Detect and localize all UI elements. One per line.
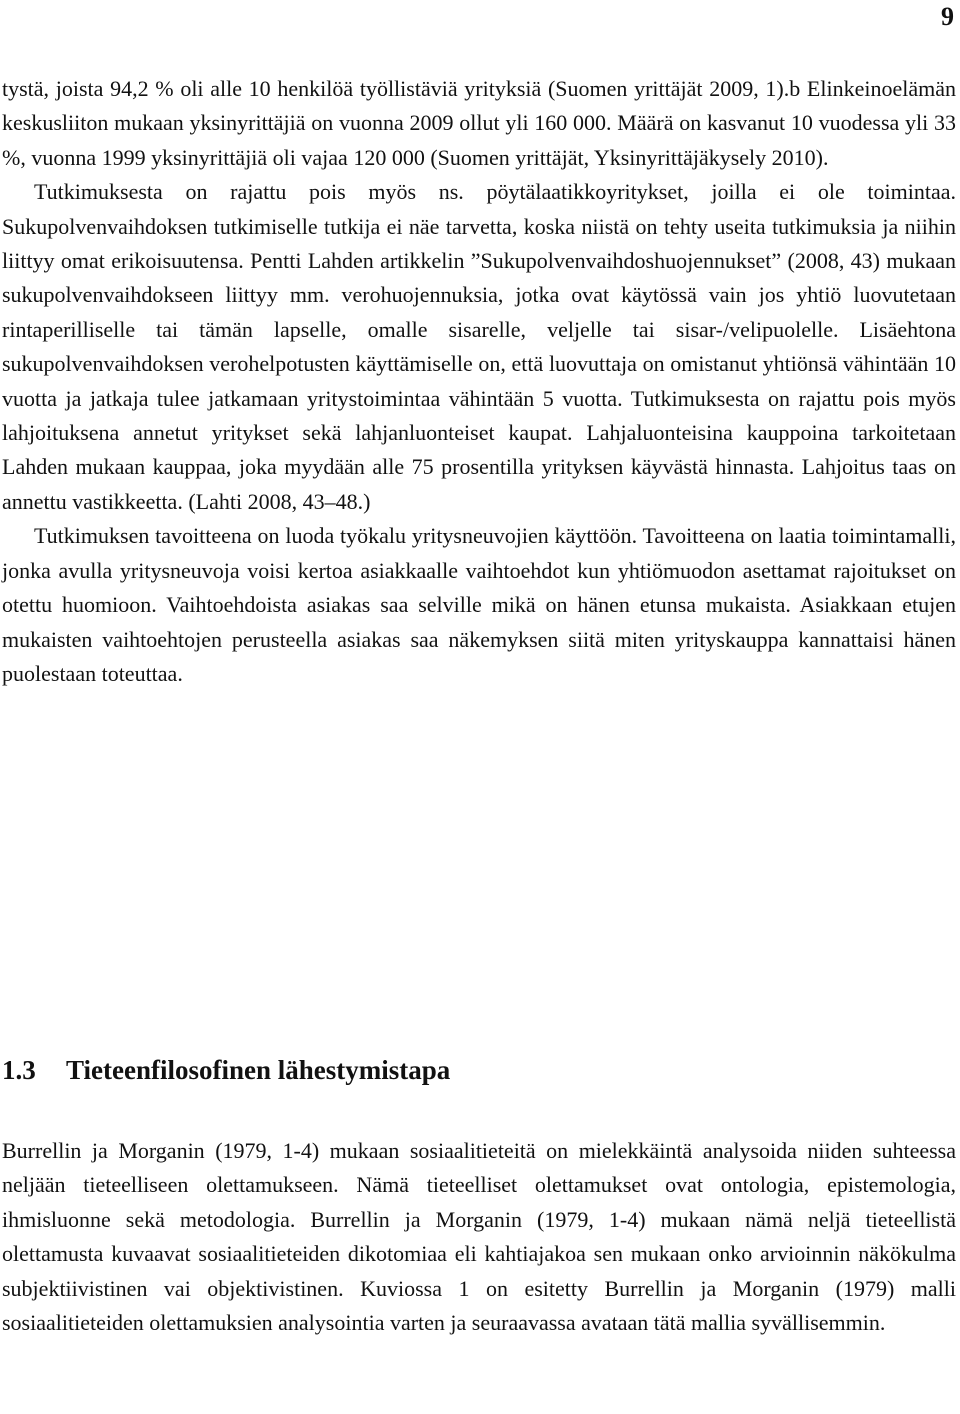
section-number: 1.3 xyxy=(2,1055,36,1085)
paragraph: tystä, joista 94,2 % oli alle 10 henkilöä työllistäviä yrityksiä (Suomen yrittäjät 2009, 1).b Elinkeinoelämän keskusliiton mukaan yksinyrittäjiä on vuonna 2009 ollut yli 160 000. Määrä on kasvanut 10 vuodessa yli 33 %, vuonna 1999 yksinyrittäjiä oli vajaa 120 000 (Suomen yrittäjät, Yksinyrittäjäkysely 2010). xyxy=(2,76,956,170)
paragraph: Burrellin ja Morganin (1979, 1-4) mukaan sosiaalitieteitä on mielekkäintä analysoida niiden suhteessa neljään tieteelliseen olettamukseen. Nämä tieteelliset olettamukset ovat ontologia, epistemologia, ihmisluonne sekä metodologia. Burrellin ja Morganin (1979, 1-4) mukaan nämä neljä tieteellistä olettamusta kuvaavat sosiaalitieteiden dikotomiaa eli kahtiajakoa sen mukaan onko arvioinnin näkökulma subjektiivistinen vai objektivistinen. Kuviossa 1 on esitetty Burrellin ja Morganin (1979) malli sosiaalitieteiden olettamuksien analysointia varten ja seuraavassa avataan tätä mallia syvällisemmin. xyxy=(2,1138,956,1336)
section-heading xyxy=(2,1050,956,1090)
page-number: 9 xyxy=(941,2,954,31)
paragraph: Tutkimuksesta on rajattu pois myös ns. pöytälaatikkoyritykset, joilla ei ole toimintaa. Sukupolvenvaihdoksen tutkimiselle tutkija ei näe tarvetta, koska niistä on tehty useita tutkimuksia ja niihin liittyy omat erikoisuutensa. Pentti Lahden artikkelin ”Sukupolvenvaihdoshuojennukset” (2008, 43) mukaan sukupolvenvaihdokseen liittyy mm. verohuojennuksia, jotka ovat käytössä vain jos yhtiö luovutetaan rintaperilliselle tai tämän lapselle, omalle sisarelle, veljelle tai sisar-/velipuolelle. Lisäehtona sukupolvenvaihdoksen verohelpotusten käyttämiselle on, että luovuttaja on omistanut yhtiönsä vähintään 10 vuotta ja jatkaja tulee jatkamaan yritystoimintaa vähintään 5 vuotta. Tutkimuksesta on rajattu pois myös lahjoituksena annetut yritykset sekä lahjanluonteiset kaupat. Lahjaluonteisina kauppoina tarkoitetaan Lahden mukaan kauppaa, joka myydään alle 75 prosentilla yrityksen käyvästä hinnasta. Lahjoitus taas on annettu vastikkeetta. (Lahti 2008, 43–48.) xyxy=(2,179,956,514)
paragraph: Tutkimuksen tavoitteena on luoda työkalu yritysneuvojien käyttöön. Tavoitteena on laatia toimintamalli, jonka avulla yritysneuvoja voisi kertoa asiakkaalle vaihtoehdot kun yhtiömuodon asettamat rajoitukset on otettu huomioon. Vaihtoehdoista asiakas saa selville mikä on hänen etunsa mukaista. Asiakkaan etujen mukaisten vaihtoehtojen perusteella asiakas saa näkemyksen siitä miten yrityskauppa kannattaisi hänen puolestaan toteuttaa. xyxy=(2,523,956,686)
body-text-top xyxy=(2,72,956,691)
section-title: Tieteenfilosofinen lähestymistapa xyxy=(66,1055,451,1085)
body-text-bottom xyxy=(2,1134,956,1340)
